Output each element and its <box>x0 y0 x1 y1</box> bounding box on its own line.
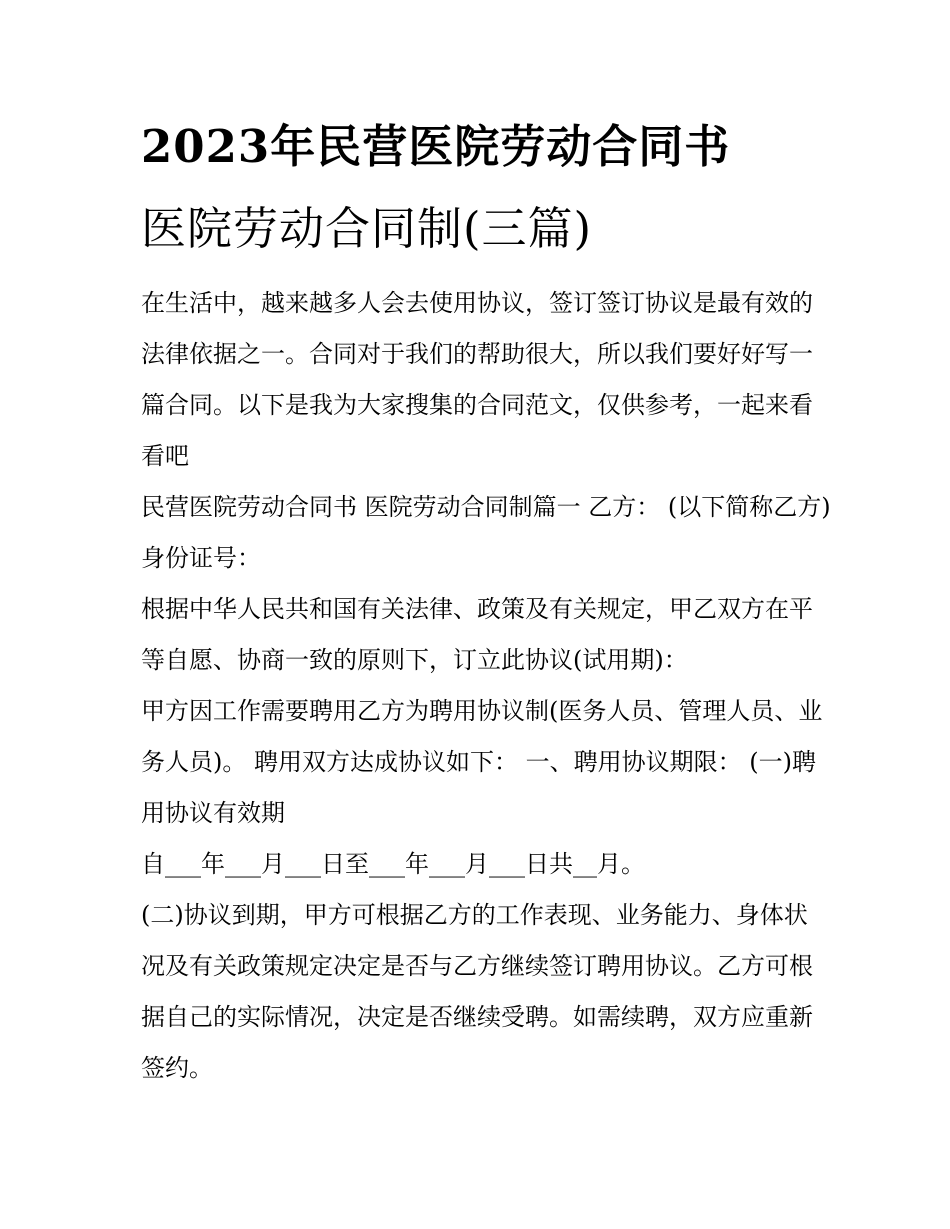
title-line-1: 2023年民营医院劳动合同书 <box>141 120 731 173</box>
document-body <box>141 278 831 1094</box>
document-title <box>141 118 831 282</box>
paragraph-employment-terms: 甲方因工作需要聘用乙方为聘用协议制(医务人员、管理人员、业务人员)。 聘用双方达成协议如下： 一、聘用协议期限： (一)聘用协议有效期 <box>141 697 823 827</box>
paragraph-renewal: (二)协议到期，甲方可根据乙方的工作表现、业务能力、身体状况及有关政策规定决定是否与乙方继续签订聘用协议。乙方可根据自己的实际情况，决定是否继续受聘。如需续聘，双方应重新签约。 <box>141 901 813 1082</box>
paragraph-part-one-header: 民营医院劳动合同书 医院劳动合同制篇一 乙方： (以下简称乙方) 身份证号： <box>141 493 831 572</box>
paragraph-validity-dates: 自___年___月___日至___年___月___日共__月。 <box>141 850 645 878</box>
paragraph-legal-basis: 根据中华人民共和国有关法律、政策及有关规定，甲乙双方在平等自愿、协商一致的原则下，订立此协议(试用期)： <box>141 595 813 674</box>
paragraph-intro: 在生活中，越来越多人会去使用协议，签订签订协议是最有效的法律依据之一。合同对于我们的帮助很大，所以我们要好好写一篇合同。以下是我为大家搜集的合同范文，仅供参考，一起来看看吧 <box>141 289 813 470</box>
title-line-2: 医院劳动合同制(三篇) <box>141 202 593 255</box>
